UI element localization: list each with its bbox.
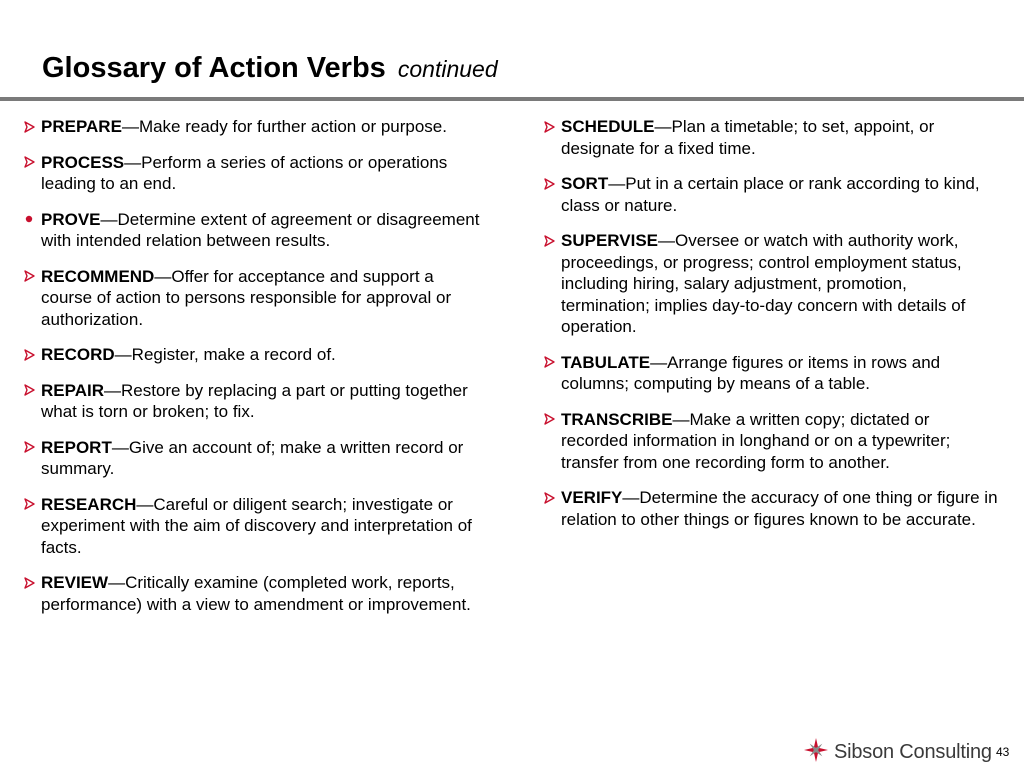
title-text: Glossary of Action Verbs xyxy=(42,52,386,84)
glossary-term: SCHEDULE xyxy=(561,117,655,136)
star-logo-icon xyxy=(803,737,829,768)
right-glossary-column xyxy=(538,116,1000,544)
glossary-definition: —Restore by replacing a part or putting together what is torn or broken; to fix. xyxy=(41,380,468,421)
page-number: 43 xyxy=(996,745,1010,759)
glossary-entry-report xyxy=(18,437,480,480)
logo-text: Sibson Consulting xyxy=(834,741,992,763)
arrow-bullet-icon xyxy=(22,116,36,137)
title-subtitle: continued xyxy=(397,56,498,82)
arrow-bullet-icon xyxy=(542,230,556,251)
glossary-definition: —Perform a series of actions or operations leading to an end. xyxy=(41,152,448,193)
glossary-entry-repair xyxy=(18,380,480,423)
glossary-term: PROVE xyxy=(41,209,101,229)
glossary-term: VERIFY xyxy=(561,488,623,507)
slide-title xyxy=(42,52,498,85)
glossary-entry-transcribe xyxy=(538,409,1000,474)
glossary-term: TRANSCRIBE xyxy=(561,409,673,429)
glossary-definition: —Give an account of; make a written record or summary. xyxy=(41,437,464,478)
glossary-term: REVIEW xyxy=(41,573,109,592)
arrow-bullet-icon xyxy=(22,344,36,365)
glossary-term: TABULATE xyxy=(561,352,651,372)
dot-bullet-icon xyxy=(22,209,36,230)
glossary-definition: —Make ready for further action or purpose. xyxy=(121,117,447,136)
glossary-definition: —Careful or diligent search; investigate or experiment with the aim of discovery and interpretation of facts. xyxy=(41,494,472,557)
arrow-bullet-icon xyxy=(22,266,36,287)
arrow-bullet-icon xyxy=(542,352,556,373)
arrow-bullet-icon xyxy=(542,409,556,430)
glossary-term: SORT xyxy=(561,174,609,193)
glossary-definition: —Critically examine (completed work, reports, performance) with a view to amendment or improvement. xyxy=(41,573,471,614)
glossary-definition: —Plan a timetable; to set, appoint, or designate for a fixed time. xyxy=(561,117,935,158)
arrow-bullet-icon xyxy=(542,116,556,137)
glossary-entry-prove xyxy=(18,209,480,252)
arrow-bullet-icon xyxy=(22,152,36,173)
arrow-bullet-icon xyxy=(22,380,36,401)
glossary-definition: —Arrange figures or items in rows and columns; computing by means of a table. xyxy=(561,352,941,393)
title-divider xyxy=(0,97,1024,101)
glossary-entry-schedule xyxy=(538,116,1000,159)
glossary-definition: —Put in a certain place or rank according to kind, class or nature. xyxy=(561,174,980,215)
glossary-entry-recommend xyxy=(18,266,480,331)
glossary-entry-sort xyxy=(538,173,1000,216)
glossary-entry-review xyxy=(18,572,480,615)
glossary-entry-process xyxy=(18,152,480,195)
glossary-definition: —Determine extent of agreement or disagreement with intended relation between results. xyxy=(41,209,480,250)
arrow-bullet-icon xyxy=(22,437,36,458)
glossary-definition: —Make a written copy; dictated or recorded information in longhand or on a typewriter; transfer from one recording form to another. xyxy=(561,409,951,472)
glossary-entry-research xyxy=(18,494,480,559)
glossary-entry-verify xyxy=(538,487,1000,530)
glossary-term: RECORD xyxy=(41,345,115,364)
glossary-entry-tabulate xyxy=(538,352,1000,395)
arrow-bullet-icon xyxy=(542,487,556,508)
glossary-entry-supervise xyxy=(538,230,1000,338)
arrow-bullet-icon xyxy=(22,572,36,593)
sibson-consulting-logo xyxy=(803,737,992,768)
glossary-entry-prepare xyxy=(18,116,480,138)
glossary-entry-record xyxy=(18,344,480,366)
glossary-term: PREPARE xyxy=(41,117,122,136)
glossary-definition: —Register, make a record of. xyxy=(114,345,336,364)
glossary-definition: —Determine the accuracy of one thing or figure in relation to other things or figures known to be accurate. xyxy=(561,488,998,529)
glossary-term: RECOMMEND xyxy=(41,266,155,286)
arrow-bullet-icon xyxy=(542,173,556,194)
arrow-bullet-icon xyxy=(22,494,36,515)
glossary-term: RESEARCH xyxy=(41,494,137,514)
glossary-term: REPORT xyxy=(41,437,112,457)
glossary-definition: —Oversee or watch with authority work, proceedings, or progress; control employment status, including hiring, salary adjustment, promotion, termination; implies day-to-day concern with details of operation. xyxy=(561,231,966,336)
glossary-definition: —Offer for acceptance and support a course of action to persons responsible for approval or authorization. xyxy=(41,266,452,329)
left-glossary-column xyxy=(18,116,480,629)
glossary-term: SUPERVISE xyxy=(561,231,659,250)
glossary-term: REPAIR xyxy=(41,380,104,400)
glossary-term: PROCESS xyxy=(41,152,125,172)
